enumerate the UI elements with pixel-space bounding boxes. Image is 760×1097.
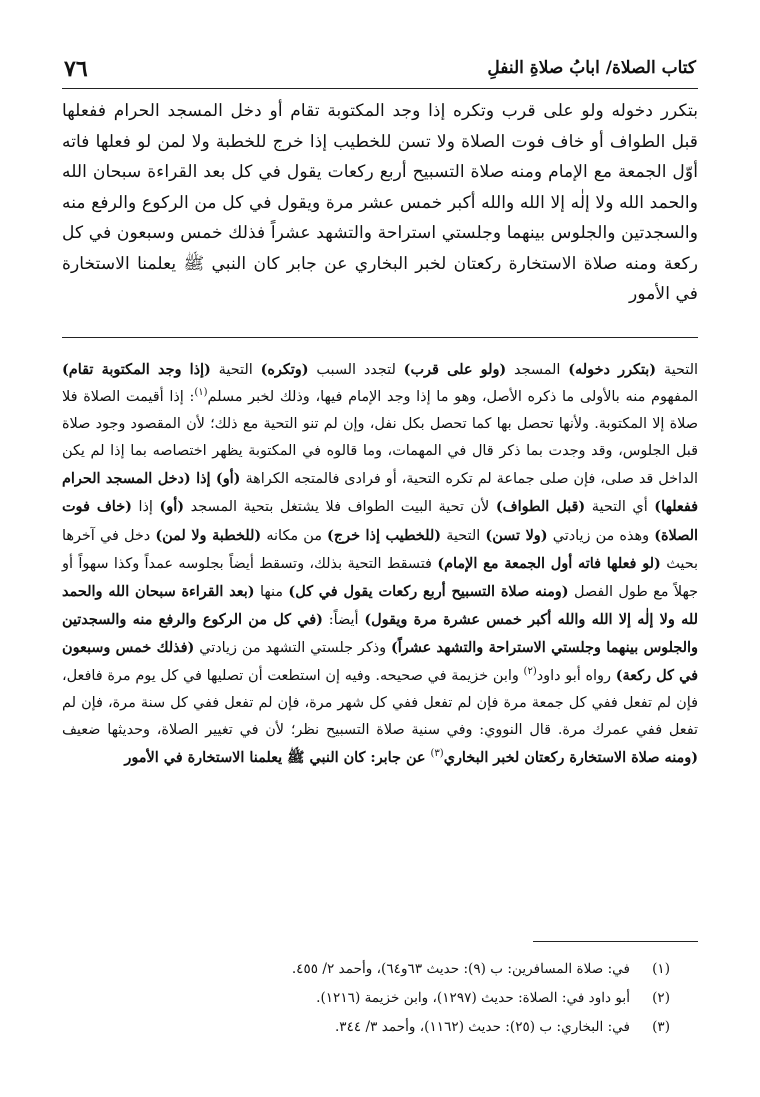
footnote-text: في: البخاري: ب (٢٥): حديث (١١٦٢)، وأحمد ٣/ ٣٤٤. [334,1019,630,1035]
quoted-phrase: (أو) [159,498,185,516]
commentary-segment: التحية [441,527,486,544]
commentary-segment: التحية [210,362,261,378]
footnote [62,984,670,1013]
footnote-ref-2: (٢) [523,666,537,678]
quoted-phrase: (في كل من الركوع والرفع منه والسجدتين والجلوس بينهما وجلستي الاستراحة والتشهد عشراً) [62,610,698,656]
main-text: بتكرر دخوله ولو على قرب وتكره إذا وجد المكتوبة تقام أو دخل المسجد الحرام ففعلها قبل الطواف أو خاف فوت الصلاة ولا تسن للخطيب إذا خرج للخطبة ولا لمن لو فعلها فاته أوّل الجمعة مع الإمام ومنه صلاة التسبيح أربع ركعات يقول في كل بعد القراءة سبحان الله والحمد الله ولا إلٰه إلا الله والله أكبر خمس عشر مرة ويقول في كل من الركوع والرفع منه والسجدتين والجلوس بينهما وجلستي استراحة والتشهد عشراً فذلك خمس وسبعون في كل ركعة ومنه صلاة الاستخارة ركعتان لخبر البخاري عن جابر كان النبي ﷺ يعلمنا الاستخارة في الأمور [62,101,698,304]
quoted-phrase: (ولا تسن) [485,526,548,544]
commentary-segment: دخل في آخرها بحيث [62,527,699,572]
text-divider [62,337,698,338]
footnote-text: أبو داود في: الصلاة: حديث (١٢٩٧)، وابن خزيمة (١٢١٦). [316,990,630,1006]
commentary-segment: التحية [656,362,698,378]
quoted-phrase: (بتكرر دخوله) [568,361,657,378]
commentary-segment: وابن خزيمة في صحيحه. وفيه إن استطعت أن تصليها في كل يوم مرة فافعل، فإن لم تفعل ففي كل جمعة مرة فإن لم تفعل ففي كل شهر مرة، فإن لم تفعل ففي كل سنة مرة، فإن لم تفعل ففي عمرك مرة. قال النووي: وفي سنية صلاة التسبيح نظر؛ لأن في تغيير الصلاة، وحديثها ضعيف [62,668,698,739]
footnote [62,1013,670,1042]
footnote-ref-3: (٣) [430,748,444,760]
commentary-segment: المفهوم منه بالأولى ما ذكره الأصل، وهو ما إذا وجد الإمام فيها، وذلك لخبر مسلم [207,389,698,406]
running-head: كتاب الصلاة/ ابابُ صلاةِ النفلِ [487,58,696,78]
footnote-rule [533,941,698,942]
commentary-segment: فتسقط التحية بذلك، وتسقط أيضاً بجلوسه عمداً وكذا سهواً أو جهلاً مع طول الفصل [62,555,698,600]
footnote-text: في: صلاة المسافرين: ب (٩): حديث ٦٣و٦٤)، وأحمد ٢/ ٤٥٥. [291,961,630,977]
footnote-number: (٢) [652,990,670,1006]
quoted-phrase: (للخطيب إذا خرج) [327,526,442,544]
commentary-segment: وهذه من زيادتي [547,527,655,544]
commentary-segment: : إذا أقيمت الصلاة فلا صلاة إلا المكتوبة. ولأنها تحصل بها كما تحصل بكل نفل، وإن لم تنو التحية مع ذلك؛ لأن المقصود وجود صلاة قبل الجلوس، وقد وجدت بما ذكر قال في المهمات، وما قالوه في المكتوبة يظهر اختصاصه بما إذا لم يكن الداخل قد صلى، فإن صلى جماعة لم تكره التحية، أو فرادى فالمتجه الكراهة [62,389,698,488]
commentary-segment: وذكر جلستي التشهد من زيادتي [194,639,391,656]
commentary-text [62,356,698,772]
quoted-phrase: (ومنه صلاة الاستخارة ركعتان لخبر البخاري [443,749,698,767]
quoted-phrase: (خاف فوت الصلاة) [62,498,698,544]
commentary-segment: أيضاً: [322,611,365,628]
commentary-segment: إذا [131,499,160,516]
quoted-phrase: (فذلك خمس وسبعون في كل ركعة) [62,638,698,685]
commentary-segment: من مكانه [261,527,328,544]
commentary-segment: لأن تحية البيت الطواف فلا يشتغل بتحية المسجد [184,499,496,516]
quoted-phrase: (ومنه صلاة التسبيح أربع ركعات يقول في كل) [288,582,569,600]
quoted-phrase: (وتكره) [260,361,309,378]
quoted-phrase: (إذا وجد المكتوبة تقام) [62,361,211,378]
footnote [62,955,670,984]
quoted-phrase: (ولو على قرب) [403,361,507,378]
quoted-phrase: عن جابر: كان النبي ﷺ يعلمنا الاستخارة في الأمور [124,749,431,767]
quoted-phrase: (لو فعلها فاته أول الجمعة مع الإمام) [437,554,661,572]
commentary-segment: منها [254,583,289,600]
commentary-segment: رواه أبو داود [536,668,616,685]
page-header [62,52,698,89]
footnotes [62,955,670,1042]
commentary-segment: لتجدد السبب [308,362,404,378]
commentary-segment: المسجد [506,362,569,378]
commentary-segment: أي التحية [585,499,655,516]
quoted-phrase: (أو) إذا (دخل المسجد الحرام ففعلها) [62,470,698,516]
quoted-phrase: (بعد القراءة سبحان الله والحمد لله ولا إلٰه إلا الله والله أكبر خمس عشرة مرة ويقول) [62,582,698,628]
footnote-number: (١) [652,961,670,977]
quoted-phrase: (للخطبة ولا لمن) [155,526,262,544]
footnote-ref-1: (١) [194,387,208,399]
footnote-number: (٣) [652,1019,670,1035]
quoted-phrase: (قبل الطواف) [495,498,586,516]
page-number: ٧٦ [64,56,88,82]
